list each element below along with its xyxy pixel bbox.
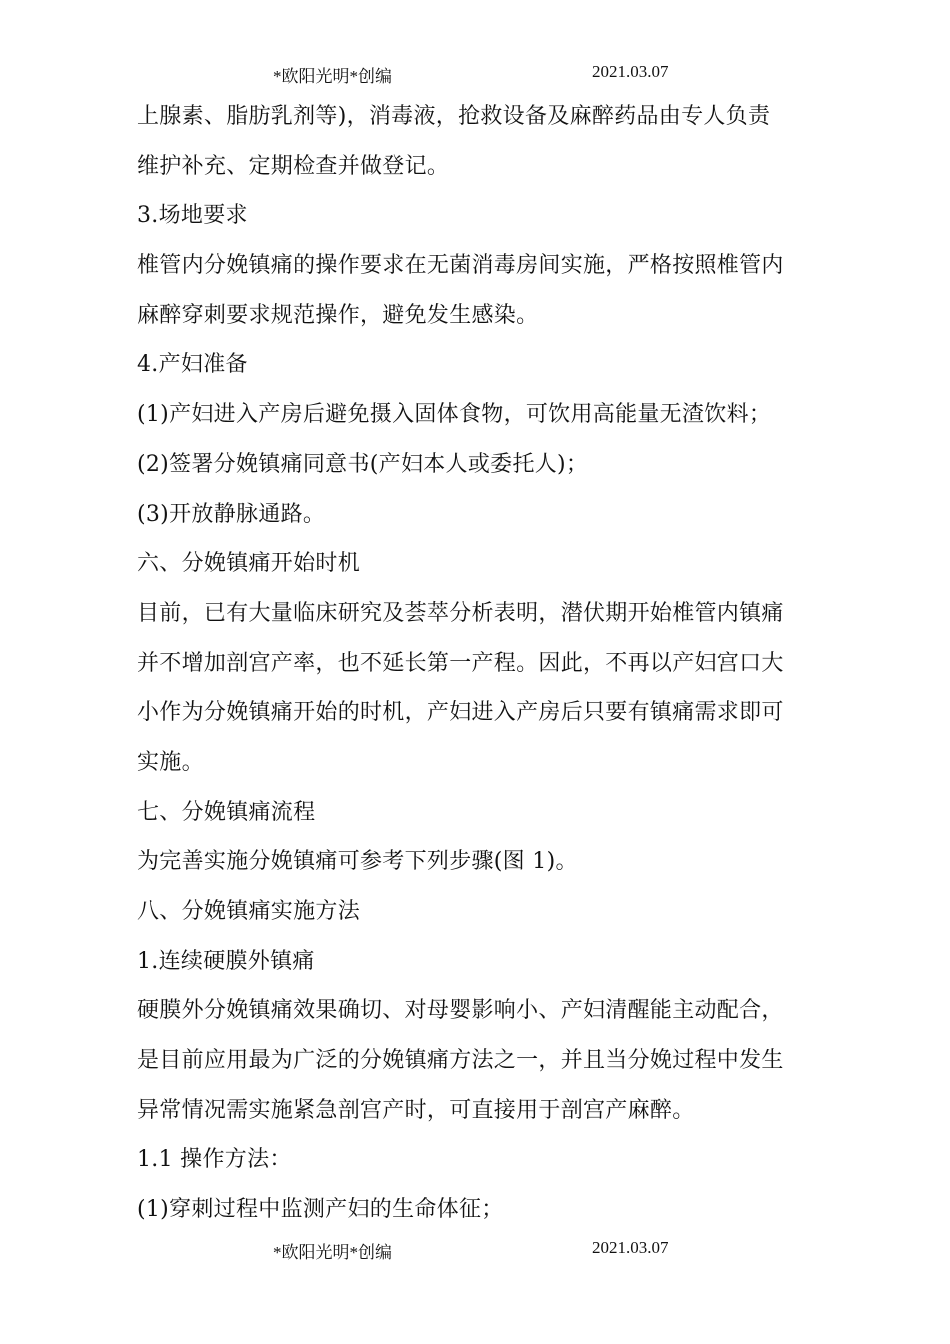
- text-line: 上腺素、脂肪乳剂等)，消毒液，抢救设备及麻醉药品由专人负责: [137, 104, 771, 129]
- text-line: 小作为分娩镇痛开始的时机，产妇进入产房后只要有镇痛需求即可: [137, 700, 784, 726]
- header-date: 2021.03.07: [592, 62, 669, 81]
- list-item: (2)签署分娩镇痛同意书(产妇本人或委托人)；: [137, 451, 589, 477]
- document-body: [137, 92, 827, 1235]
- page-header: [0, 62, 950, 92]
- section-heading: 六、分娩镇痛开始时机: [137, 551, 361, 577]
- text-line: 并不增加剖宫产率，也不延长第一产程。因此，不再以产妇宫口大: [137, 650, 784, 676]
- footer-author: *欧阳光明*创编: [273, 1243, 392, 1262]
- section-heading: 八、分娩镇痛实施方法: [137, 899, 361, 924]
- header-author: *欧阳光明*创编: [273, 67, 392, 86]
- text-line: 异常情况需实施紧急剖宫产时，可直接用于剖宫产麻醉。: [137, 1097, 695, 1123]
- text-line: 麻醉穿刺要求规范操作，避免发生感染。: [137, 302, 539, 328]
- text-line: 目前，已有大量临床研究及荟萃分析表明，潜伏期开始椎管内镇痛: [137, 600, 784, 626]
- section-heading: 七、分娩镇痛流程: [137, 799, 316, 825]
- page-footer: [0, 1238, 950, 1268]
- text-line: 维护补充、定期检查并做登记。: [137, 153, 450, 179]
- list-item: (1)穿刺过程中监测产妇的生命体征；: [137, 1197, 504, 1223]
- text-line: 实施。: [137, 749, 204, 775]
- section-heading: 1.连续硬膜外镇痛: [137, 948, 315, 974]
- footer-date: 2021.03.07: [592, 1238, 669, 1257]
- section-heading: 3.场地要求: [137, 203, 248, 229]
- text-line: 椎管内分娩镇痛的操作要求在无菌消毒房间实施，严格按照椎管内: [137, 253, 784, 279]
- section-heading: 4.产妇准备: [137, 352, 248, 378]
- text-line: 是目前应用最为广泛的分娩镇痛方法之一，并且当分娩过程中发生: [137, 1048, 784, 1074]
- text-line: 为完善实施分娩镇痛可参考下列步骤(图 1)。: [137, 849, 578, 875]
- list-item: (1)产妇进入产房后避免摄入固体食物，可饮用高能量无渣饮料；: [137, 402, 772, 428]
- list-item: (3)开放静脉通路。: [137, 501, 326, 527]
- text-line: 硬膜外分娩镇痛效果确切、对母婴影响小、产妇清醒能主动配合，: [137, 998, 784, 1024]
- section-heading: 1.1 操作方法：: [137, 1147, 292, 1173]
